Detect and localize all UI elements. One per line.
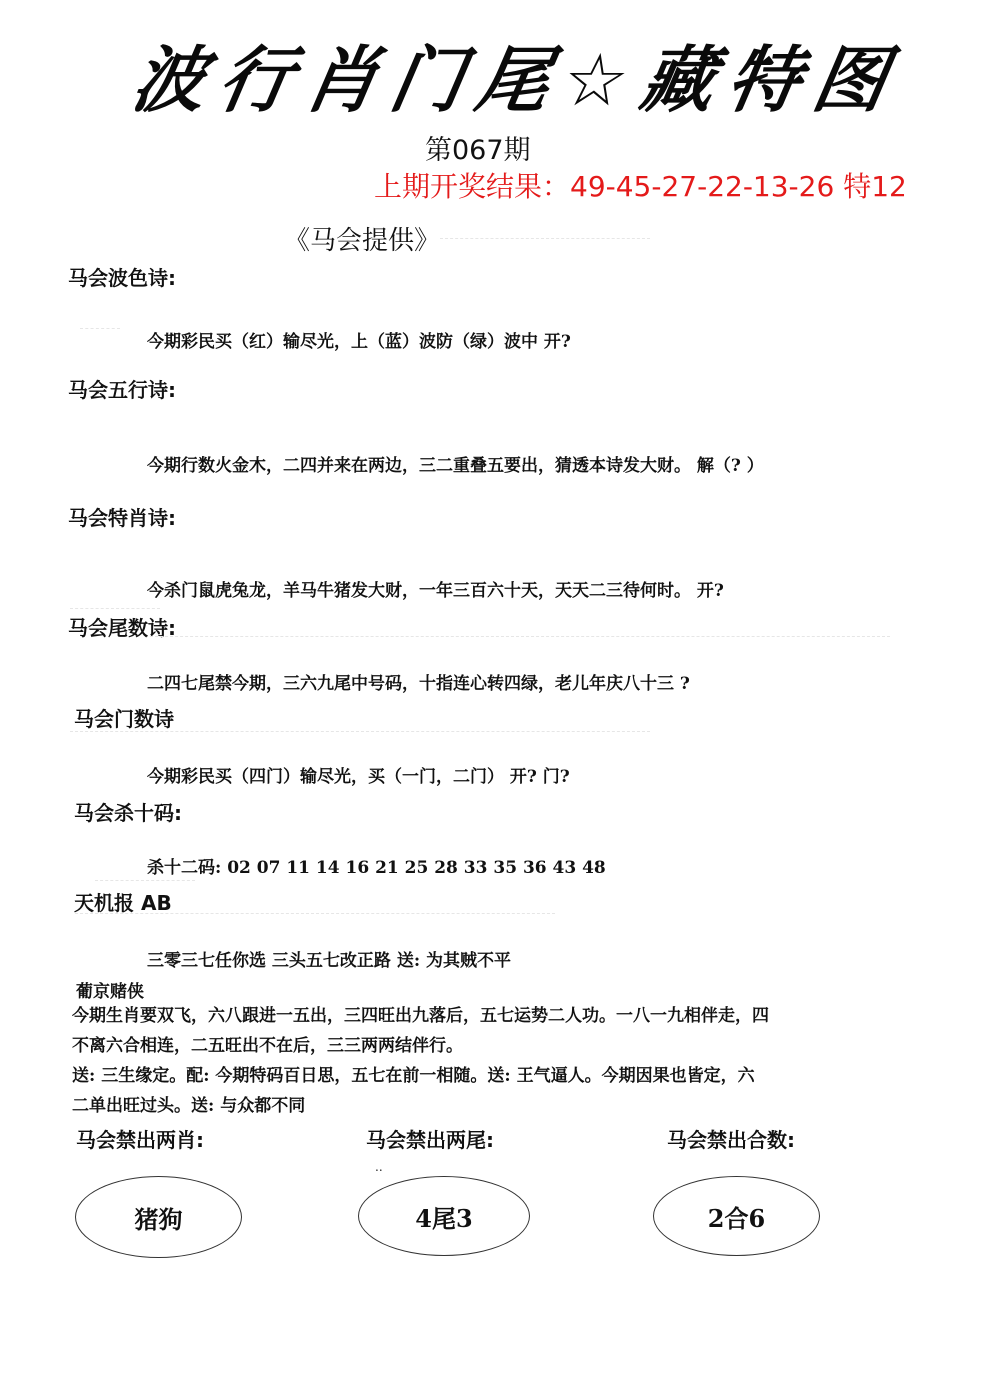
- poem-gate-number: 今期彩民买（四门）输尽光，买（一门，二门） 开? 门?: [147, 767, 570, 787]
- forbidden-tail-badge: [358, 1176, 530, 1256]
- divider: [70, 731, 650, 732]
- divider: [80, 328, 120, 329]
- gambler-paragraph: [72, 1001, 902, 1121]
- gambler-line: 不离六合相连，二五旺出不在后，三三两两结伴行。: [72, 1036, 463, 1056]
- poem-special-zodiac: 今杀门鼠虎兔龙，羊马牛猪发大财，一年三百六十天，天天二三待何时。 开?: [147, 581, 724, 601]
- poem-five-elements: 今期行数火金木，二四并来在两边，三二重叠五要出，猜透本诗发大财。 解（? ）: [147, 456, 764, 476]
- section-heading-tianji: 天机报 AB: [74, 891, 172, 915]
- forbidden-sum-badge: [653, 1176, 820, 1256]
- section-heading-gate-number: 马会门数诗: [74, 707, 174, 731]
- poem-tianji: 三零三七任你选 三头五七改正路 送: 为其贼不平: [147, 951, 512, 971]
- forbidden-zodiac-label: 马会禁出两肖:: [76, 1128, 204, 1152]
- section-heading-tail-number: 马会尾数诗:: [68, 616, 176, 640]
- section-heading-special-zodiac: 马会特肖诗:: [68, 506, 176, 530]
- gambler-line: 今期生肖要双飞，六八跟进一五出，三四旺出九落后，五七运势二人功。一八一九相伴走，四: [72, 1006, 769, 1026]
- divider: [70, 608, 160, 609]
- section-heading-kill-ten: 马会杀十码:: [74, 801, 182, 825]
- gambler-line: 二单出旺过头。送: 与众都不同: [72, 1096, 306, 1116]
- forbidden-tail-value: 4尾3: [415, 1203, 473, 1233]
- last-draw-result: 上期开奖结果：49-45-27-22-13-26 特12: [374, 170, 907, 203]
- page-title: 波行肖门尾☆藏特图: [126, 38, 908, 122]
- divider: [440, 238, 650, 239]
- poem-wave-color: 今期彩民买（红）输尽光，上（蓝）波防（绿）波中 开?: [147, 332, 571, 352]
- section-heading-gambler: 葡京赌侠: [76, 982, 144, 1002]
- section-heading-wave-color: 马会波色诗:: [68, 266, 176, 290]
- section-heading-five-elements: 马会五行诗:: [68, 378, 176, 402]
- divider: [75, 913, 555, 914]
- gambler-line: 送: 三生缘定。配: 今期特码百日思，五七在前一相随。送: 王气逼人。今期因果也皆定，六: [72, 1066, 755, 1086]
- forbidden-zodiac-badge: [75, 1176, 242, 1258]
- forbidden-sum-label: 马会禁出合数:: [667, 1128, 795, 1152]
- divider: [95, 880, 195, 881]
- provider-label: 《马会提供》: [284, 226, 441, 256]
- poem-tail-number: 二四七尾禁今期，三六九尾中号码，十指连心转四绿，老儿年庆八十三 ?: [147, 674, 690, 694]
- issue-number: 第067期: [425, 135, 531, 166]
- decorative-dots: ..: [375, 1160, 383, 1174]
- divider: [150, 636, 890, 637]
- forbidden-zodiac-value: 猪狗: [134, 1204, 183, 1234]
- forbidden-tail-label: 马会禁出两尾:: [366, 1128, 494, 1152]
- forbidden-sum-value: 2合6: [707, 1203, 766, 1233]
- kill-numbers-text: 杀十二码: 02 07 11 14 16 21 25 28 33 35 36 43 48: [147, 858, 606, 878]
